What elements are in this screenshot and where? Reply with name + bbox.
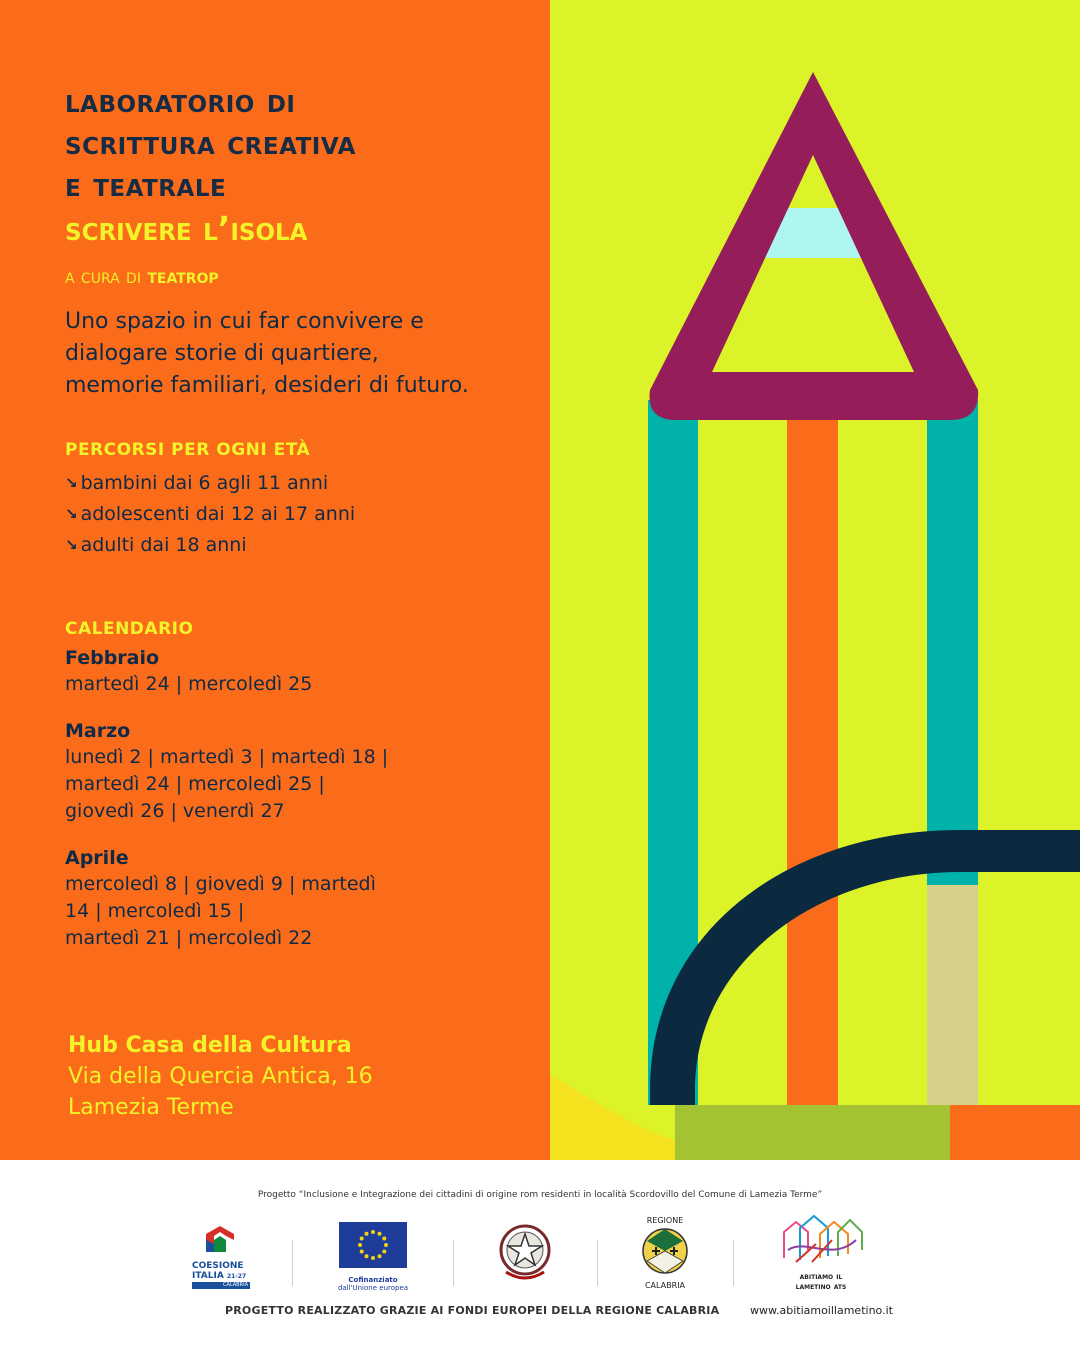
- abitiamo-line1: abitiamo il: [799, 1272, 843, 1282]
- list-item: [65, 499, 545, 530]
- eu-star: [358, 1243, 362, 1247]
- venue-street: Via della Quercia Antica, 16: [68, 1064, 373, 1089]
- abitiamo-line2: lametino ats: [795, 1282, 847, 1292]
- title-line: e teatrale: [65, 165, 227, 204]
- regione-top: REGIONE: [646, 1216, 684, 1225]
- footer: [0, 1160, 1080, 1351]
- list-item: [65, 530, 545, 561]
- month-name: Febbraio: [65, 647, 160, 669]
- eu-star: [360, 1237, 364, 1241]
- venue-city: Lamezia Terme: [68, 1095, 234, 1120]
- coesione-line1: COESIONE: [192, 1261, 244, 1271]
- month-days: martedì 24 | mercoledì 25: [65, 673, 313, 695]
- website-link[interactable]: www.abitiamoillametino.it: [750, 1304, 893, 1317]
- age-group: bambini dai 6 agli 11 anni: [80, 472, 329, 494]
- month-days: giovedì 26 | venerdì 27: [65, 800, 285, 822]
- italian-republic-emblem: [496, 1222, 554, 1288]
- regione-bottom: CALABRIA: [644, 1281, 686, 1290]
- month-name: Aprile: [65, 847, 129, 869]
- logo-divider: [733, 1240, 734, 1286]
- coesione-years: 21-27: [226, 1273, 247, 1280]
- emblem-star-icon: [496, 1222, 554, 1284]
- logo-divider: [597, 1240, 598, 1286]
- eu-star: [382, 1237, 386, 1241]
- eu-star: [378, 1232, 382, 1236]
- eu-star: [384, 1243, 388, 1247]
- eu-star: [371, 1256, 375, 1260]
- ages-heading: PERCORSI PER OGNI ETÀ: [65, 440, 311, 460]
- month-days: 14 | mercoledì 15 |: [65, 900, 245, 922]
- abitiamo-houses-icon: [776, 1210, 866, 1268]
- venue-address: [68, 1030, 373, 1123]
- logo-divider: [453, 1240, 454, 1286]
- list-item: [65, 468, 545, 499]
- month-days: lunedì 2 | martedì 3 | martedì 18 |: [65, 746, 389, 768]
- age-group: adolescenti dai 12 ai 17 anni: [80, 503, 356, 525]
- coesione-mark-icon: [192, 1222, 242, 1258]
- eu-logo: [335, 1222, 411, 1292]
- project-title: Progetto “Inclusione e Integrazione dei cittadini di origine rom residenti in località Scordovillo del Comune di Lamezia Terme”: [257, 1190, 823, 1200]
- month-name: Marzo: [65, 720, 131, 742]
- month-days: mercoledì 8 | giovedì 9 | martedì: [65, 873, 376, 895]
- eu-star: [365, 1232, 369, 1236]
- eu-line2: dall'Unione europea: [337, 1284, 409, 1292]
- ages-list: [65, 468, 545, 561]
- venue-name: Hub Casa della Cultura: [68, 1033, 352, 1058]
- eu-flag-icon: [339, 1222, 407, 1268]
- funding-note: PROGETTO REALIZZATO GRAZIE AI FONDI EUROPEI DELLA REGIONE CALABRIA: [225, 1304, 720, 1317]
- curated-by-label: a cura di: [65, 264, 141, 288]
- title-line: laboratorio di: [65, 81, 296, 120]
- poster-text-column: [65, 80, 545, 972]
- logo-divider: [292, 1240, 293, 1286]
- regione-calabria-logo: [634, 1216, 696, 1290]
- eu-star: [360, 1250, 364, 1254]
- logo-row: [0, 1216, 1080, 1302]
- coesione-italia-logo: [192, 1222, 252, 1289]
- age-group: adulti dai 18 anni: [80, 534, 247, 556]
- month-days: martedì 24 | mercoledì 25 |: [65, 773, 325, 795]
- curated-by: [65, 264, 545, 288]
- coesione-region: CALABRIA: [192, 1282, 250, 1289]
- eu-star: [371, 1230, 375, 1234]
- coesione-line2: ITALIA: [192, 1271, 224, 1281]
- eu-star: [382, 1250, 386, 1254]
- month-days: martedì 21 | mercoledì 22: [65, 927, 313, 949]
- eu-star: [365, 1254, 369, 1258]
- curated-org: teatrop: [147, 264, 219, 288]
- eu-star: [378, 1254, 382, 1258]
- calendar-month: [65, 645, 545, 698]
- intro-text: Uno spazio in cui far convivere e dialogare storie di quartiere, memorie familiari, desideri di futuro.: [65, 309, 469, 398]
- arrow-down-right-icon: ↘: [65, 536, 78, 554]
- regione-shield-icon: [641, 1225, 689, 1277]
- calendar-month: [65, 718, 545, 825]
- arrow-down-right-icon: ↘: [65, 474, 78, 492]
- eu-line1: Cofinanziato: [348, 1276, 398, 1284]
- calendar-month: [65, 845, 545, 952]
- poster-subtitle: scrivere l’isola: [65, 209, 308, 248]
- title-line: scrittura creativa: [65, 123, 356, 162]
- poster-title: [65, 80, 545, 206]
- abitiamo-lametino-logo: [775, 1210, 867, 1292]
- calendar-heading: CALENDARIO: [65, 619, 194, 639]
- arrow-down-right-icon: ↘: [65, 505, 78, 523]
